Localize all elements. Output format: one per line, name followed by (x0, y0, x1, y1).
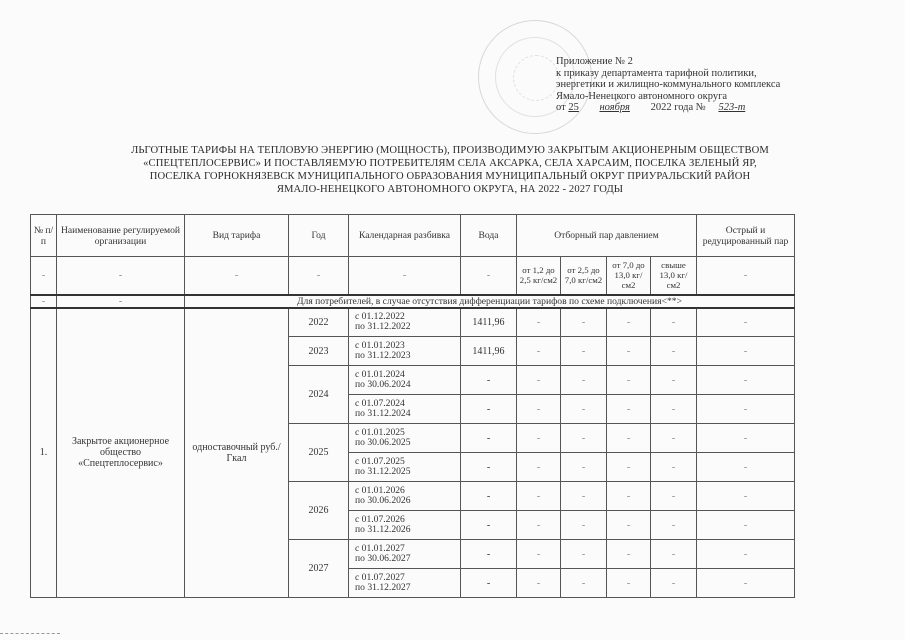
row-number: 1. (31, 308, 57, 598)
table-cell: - (651, 540, 697, 569)
period-from: с 01.01.2026 (355, 484, 405, 496)
period-to: по 31.12.2026 (355, 524, 411, 535)
table-cell: - (607, 540, 651, 569)
period-from: с 01.07.2025 (355, 455, 405, 467)
table-cell: - (517, 395, 561, 424)
table-cell: - (607, 395, 651, 424)
period-from: с 01.07.2026 (355, 513, 405, 525)
table-cell: - (289, 257, 349, 295)
table-cell: - (651, 511, 697, 540)
table-cell: - (651, 482, 697, 511)
period-cell (349, 540, 461, 569)
water-value: - (461, 366, 517, 395)
table-cell: - (697, 482, 795, 511)
table-cell: - (651, 337, 697, 366)
table-cell: - (651, 366, 697, 395)
period-from: с 01.01.2027 (355, 542, 405, 554)
period-to: по 31.12.2023 (355, 350, 411, 361)
header-steam: Отборный пар давлением (517, 215, 697, 257)
period-to: по 31.12.2027 (355, 582, 411, 593)
title-line-3: ПОСЕЛКА ГОРНОКНЯЗЕВСК МУНИЦИПАЛЬНОГО ОБРАЗОВАНИЯ МУНИЦИПАЛЬНЫЙ ОКРУГ ПРИУРАЛЬСКИЙ РАЙОН (149, 171, 751, 182)
year-cell: 2026 (289, 482, 349, 540)
table-cell: - (697, 257, 795, 295)
period-from: с 01.12.2022 (355, 310, 405, 322)
appendix-block (556, 56, 856, 114)
table-cell: - (651, 453, 697, 482)
table-cell: - (517, 366, 561, 395)
table-cell: - (607, 366, 651, 395)
water-value: 1411,96 (461, 337, 517, 366)
water-value: - (461, 511, 517, 540)
year-cell: 2027 (289, 540, 349, 598)
table-cell: - (607, 337, 651, 366)
table-cell: - (607, 308, 651, 337)
tariff-type: одноставочный руб./Гкал (185, 308, 289, 598)
table-cell: - (607, 453, 651, 482)
table-cell: - (561, 366, 607, 395)
table-cell: - (561, 395, 607, 424)
period-cell (349, 453, 461, 482)
table-cell: - (517, 337, 561, 366)
header-sharp-steam: Острый и редуцированный пар (697, 215, 795, 257)
water-value: - (461, 540, 517, 569)
title-line-2: «СПЕЦТЕПЛОСЕРВИС» И ПОСТАВЛЯЕМУЮ ПОТРЕБИТЕЛЯМ СЕЛА АКСАРКА, СЕЛА ХАРСАИМ, ПОСЕЛКА ЗЕЛЕНЫЙ ЯР, (143, 158, 757, 169)
water-value: - (461, 482, 517, 511)
header-water: Вода (461, 215, 517, 257)
period-cell (349, 366, 461, 395)
tariff-table (30, 214, 795, 598)
water-value: - (461, 569, 517, 598)
period-to: по 31.12.2025 (355, 466, 411, 477)
period-from: с 01.01.2025 (355, 426, 405, 438)
year-cell: 2024 (289, 366, 349, 424)
water-value: - (461, 453, 517, 482)
note-text: Для потребителей, в случае отсутствия дифференциации тарифов по схеме подключения<**> (185, 295, 795, 308)
table-cell: - (57, 257, 185, 295)
subheader-row (31, 257, 795, 295)
period-to: по 30.06.2027 (355, 553, 411, 564)
table-cell: - (561, 337, 607, 366)
table-cell: - (517, 569, 561, 598)
document-title (40, 144, 860, 196)
table-cell: - (561, 511, 607, 540)
table-cell: - (697, 453, 795, 482)
table-cell: - (461, 257, 517, 295)
appendix-year: 2022 года № (650, 102, 706, 113)
steam-sub-1: от 1,2 до 2,5 кг/см2 (517, 257, 561, 295)
period-cell (349, 511, 461, 540)
table-cell: - (697, 337, 795, 366)
header-year: Год (289, 215, 349, 257)
water-value: - (461, 424, 517, 453)
table-cell: - (185, 257, 289, 295)
appendix-line-4: Ямало-Ненецкого автономного округа (556, 90, 728, 102)
table-cell: - (607, 482, 651, 511)
table-cell: - (349, 257, 461, 295)
table-cell: - (517, 540, 561, 569)
period-from: с 01.01.2024 (355, 368, 405, 380)
table-cell: - (651, 424, 697, 453)
year-cell: 2025 (289, 424, 349, 482)
water-value: 1411,96 (461, 308, 517, 337)
table-cell: - (31, 295, 57, 308)
table-cell: - (561, 308, 607, 337)
table-cell: - (697, 366, 795, 395)
period-from: с 01.07.2024 (355, 397, 405, 409)
period-cell (349, 337, 461, 366)
period-cell (349, 482, 461, 511)
table-cell: - (697, 395, 795, 424)
period-to: по 30.06.2026 (355, 495, 411, 506)
header-period: Календарная разбивка (349, 215, 461, 257)
page-divider (0, 633, 60, 634)
table-cell: - (697, 424, 795, 453)
period-to: по 30.06.2024 (355, 379, 411, 390)
appendix-line-3: энергетики и жилищно-коммунального комплекса (556, 79, 781, 90)
table-cell: - (697, 540, 795, 569)
appendix-line-5 (556, 102, 856, 114)
period-from: с 01.01.2023 (355, 339, 405, 351)
period-to: по 31.12.2022 (355, 321, 411, 333)
appendix-line-1: Приложение № 2 (556, 56, 633, 67)
year-cell: 2023 (289, 337, 349, 366)
table-cell: - (651, 308, 697, 337)
period-from: с 01.07.2027 (355, 571, 405, 583)
header-org: Наименование регулируемой организации (57, 215, 185, 257)
appendix-number: 523-т (718, 102, 746, 113)
appendix-month: ноября (599, 102, 630, 113)
appendix-day: 25 (568, 102, 579, 113)
title-line-1: ЛЬГОТНЫЕ ТАРИФЫ НА ТЕПЛОВУЮ ЭНЕРГИЮ (МОЩНОСТЬ), ПРОИЗВОДИМУЮ ЗАКРЫТЫМ АКЦИОНЕРНЫМ ОБЩЕСТВОМ (131, 145, 769, 156)
table-cell: - (651, 395, 697, 424)
appendix-line-2: к приказу департамента тарифной политики, (556, 67, 757, 79)
table-cell: - (561, 482, 607, 511)
table-cell: - (517, 453, 561, 482)
period-to: по 30.06.2025 (355, 437, 411, 448)
table-cell: - (517, 482, 561, 511)
table-cell: - (561, 569, 607, 598)
steam-sub-2: от 2,5 до 7,0 кг/см2 (561, 257, 607, 295)
table-cell: - (517, 511, 561, 540)
table-cell: - (57, 295, 185, 308)
table-cell: - (561, 540, 607, 569)
table-cell: - (697, 511, 795, 540)
table-cell: - (561, 424, 607, 453)
note-row (31, 295, 795, 308)
water-value: - (461, 395, 517, 424)
appendix-from: от (556, 102, 566, 113)
steam-sub-4: свыше 13,0 кг/см2 (651, 257, 697, 295)
period-cell (349, 395, 461, 424)
seal-center (513, 55, 559, 101)
table-cell: - (607, 511, 651, 540)
header-num: № п/п (31, 215, 57, 257)
title-line-4: ЯМАЛО-НЕНЕЦКОГО АВТОНОМНОГО ОКРУГА, НА 2022 - 2027 ГОДЫ (276, 184, 624, 195)
table-cell: - (607, 424, 651, 453)
period-cell (349, 308, 461, 337)
period-cell (349, 424, 461, 453)
period-to: по 31.12.2024 (355, 408, 411, 419)
table-row (31, 308, 795, 337)
header-type: Вид тарифа (185, 215, 289, 257)
period-cell (349, 569, 461, 598)
table-cell: - (561, 453, 607, 482)
table-cell: - (517, 424, 561, 453)
table-cell: - (607, 569, 651, 598)
table-cell: - (651, 569, 697, 598)
table-cell: - (697, 569, 795, 598)
year-cell: 2022 (289, 308, 349, 337)
table-cell: - (517, 308, 561, 337)
steam-sub-3: от 7,0 до 13,0 кг/см2 (607, 257, 651, 295)
table-cell: - (31, 257, 57, 295)
org-name: Закрытое акционерное общество «Спецтеплосервис» (57, 308, 185, 598)
table-cell: - (697, 308, 795, 337)
